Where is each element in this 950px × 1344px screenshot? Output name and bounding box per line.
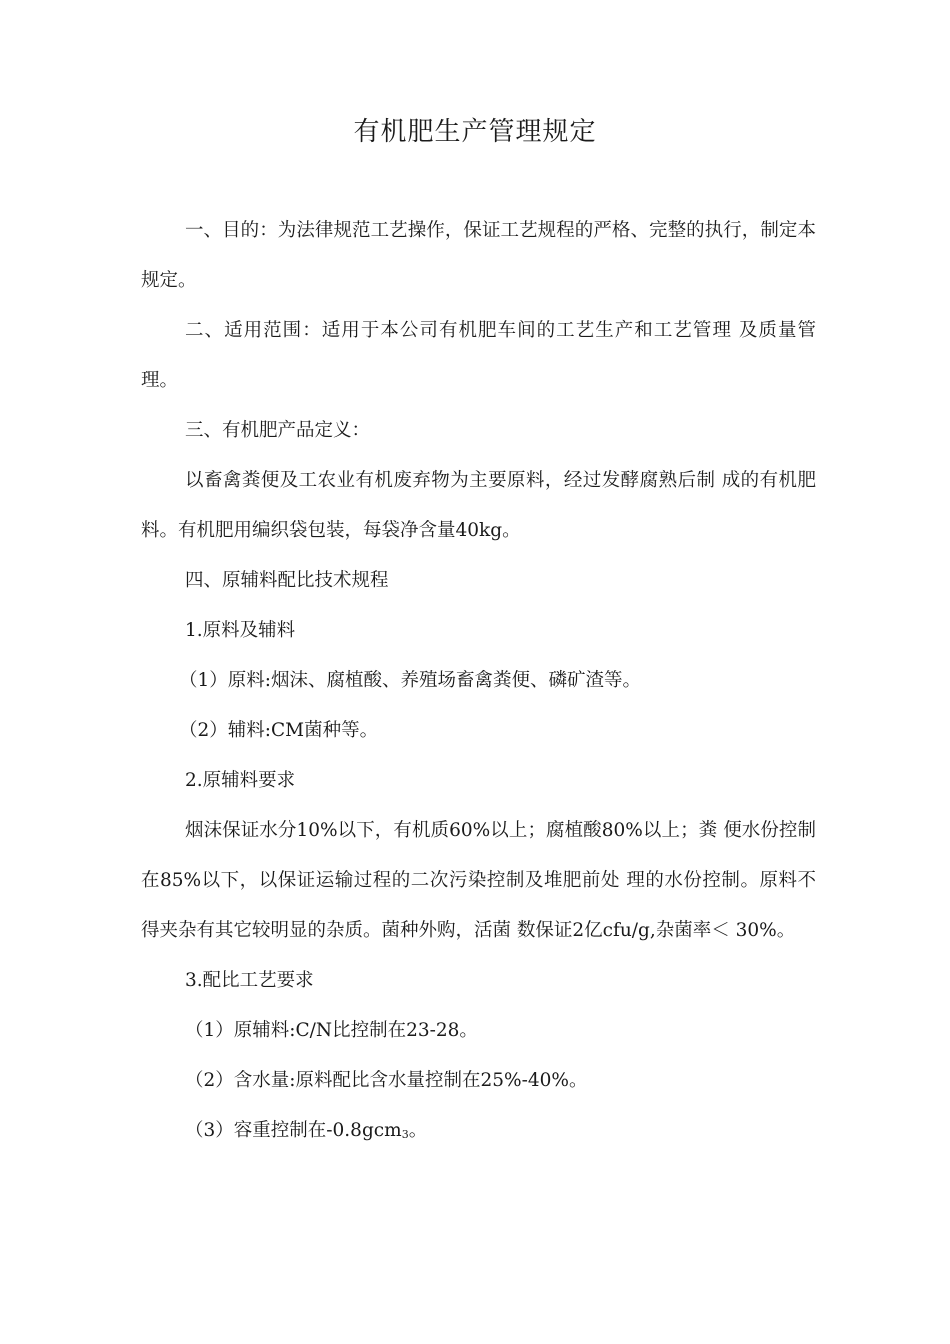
paragraph-definition-heading: 三、有机肥产品定义：	[185, 420, 371, 441]
paragraph-materials-heading: 1.原料及辅料	[185, 620, 296, 641]
density-text: （3）容重控制在-0.8gcm	[185, 1120, 402, 1141]
density-unit-subscript: 3	[401, 1128, 409, 1141]
document-body	[141, 206, 816, 1160]
paragraph-cn-ratio: （1）原辅料:C/N比控制在23-28。	[185, 1020, 478, 1041]
paragraph-purpose: 一、目的：为法律规范工艺操作，保证工艺规程的严格、完整的执行，制定本规定。	[141, 220, 816, 291]
density-suffix: 。	[408, 1120, 428, 1141]
paragraph-requirements-heading: 2.原辅料要求	[185, 770, 296, 791]
document-title: 有机肥生产管理规定	[353, 117, 597, 147]
paragraph-process-heading: 3.配比工艺要求	[185, 970, 314, 991]
paragraph-water-content: （2）含水量:原料配比含水量控制在25%-40%。	[185, 1070, 588, 1091]
paragraph-raw-materials: （1）原料:烟沫、腐植酸、养殖场畜禽粪便、磷矿渣等。	[179, 670, 642, 691]
paragraph-definition-body: 以畜禽粪便及工农业有机废弃物为主要原料，经过发酵腐熟后制 成的有机肥料。有机肥用编织袋包装，每袋净含量40kg。	[141, 470, 816, 541]
paragraph-ratio-heading: 四、原辅料配比技术规程	[185, 570, 389, 591]
paragraph-scope: 二、适用范围：适用于本公司有机肥车间的工艺生产和工艺管理 及质量管理。	[141, 320, 816, 391]
paragraph-requirements-body: 烟沫保证水分10%以下，有机质60%以上；腐植酸80%以上；粪 便水份控制在85%以下，以保证运输过程的二次污染控制及堆肥前处 理的水份控制。原料不得夹杂有其它较明显的杂质。菌种外购，活菌 数保证2亿cfu/g,杂菌率＜ 30%。	[141, 820, 816, 941]
paragraph-density	[141, 1106, 816, 1160]
paragraph-auxiliary-materials: （2）辅料:CM菌种等。	[179, 720, 379, 741]
